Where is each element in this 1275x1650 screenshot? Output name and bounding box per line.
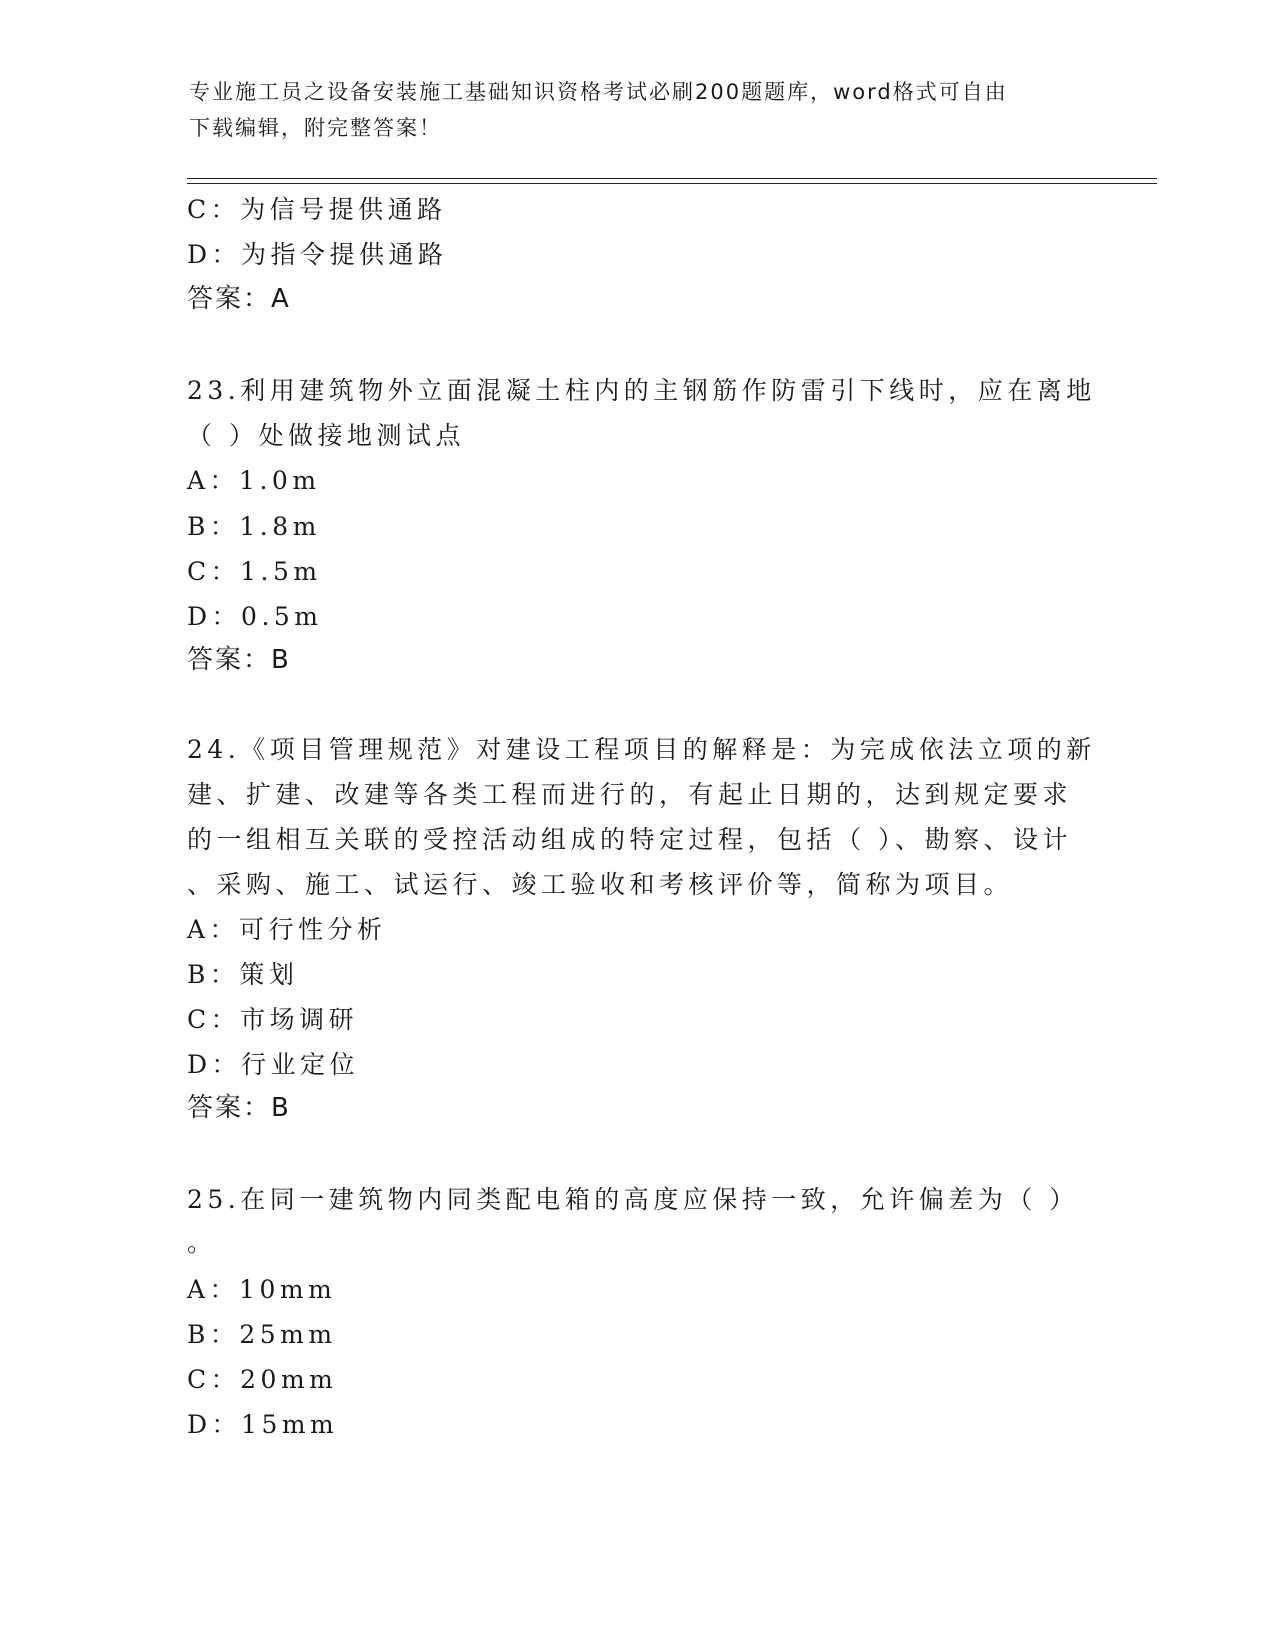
q25-option-a: A：10mm — [187, 1275, 337, 1304]
q23-answer: 答案：B — [187, 645, 291, 675]
q22-option-d: D：为指令提供通路 — [187, 240, 448, 269]
q24-option-a: A：可行性分析 — [187, 915, 387, 944]
q22-answer: 答案：A — [187, 284, 291, 314]
q24-stem-line-1: 24.《项目管理规范》对建设工程项目的解释是：为完成依法立项的新 — [187, 735, 1096, 764]
q24-answer: 答案：B — [187, 1093, 291, 1123]
q25-option-d: D：15mm — [187, 1410, 339, 1439]
q25-stem-line-1: 25.在同一建筑物内同类配电箱的高度应保持一致，允许偏差为（ ） — [187, 1185, 1079, 1214]
document-header — [189, 74, 1089, 146]
q24-option-d: D：行业定位 — [187, 1050, 360, 1079]
q23-option-d: D：0.5m — [187, 602, 323, 631]
q24-stem-line-4: 、采购、施工、试运行、竣工验收和考核评价等，简称为项目。 — [187, 870, 1014, 899]
q24-stem-line-3: 的一组相互关联的受控活动组成的特定过程，包括（ ）、勘察、设计 — [187, 825, 1072, 854]
q24-option-c: C：市场调研 — [187, 1005, 359, 1034]
q23-option-b: B：1.8m — [187, 512, 321, 541]
q23-option-c: C：1.5m — [187, 557, 322, 586]
q22-option-c: C：为信号提供通路 — [187, 195, 447, 224]
header-rule-bottom — [187, 183, 1157, 184]
q23-stem-line-2: （ ）处做接地测试点 — [187, 421, 465, 450]
q25-option-c: C：20mm — [187, 1365, 338, 1394]
q24-option-b: B：策划 — [187, 960, 299, 989]
header-line-1: 专业施工员之设备安装施工基础知识资格考试必刷200题题库，word格式可自由 — [189, 80, 1008, 104]
header-line-2: 下载编辑，附完整答案！ — [189, 116, 442, 140]
header-rule-top — [187, 178, 1157, 179]
q23-option-a: A：1.0m — [187, 466, 321, 495]
q24-stem-line-2: 建、扩建、改建等各类工程而进行的，有起止日期的，达到规定要求 — [187, 780, 1073, 809]
q25-option-b: B：25mm — [187, 1320, 337, 1349]
q25-stem-line-2: 。 — [187, 1228, 217, 1257]
q23-stem-line-1: 23.利用建筑物外立面混凝土柱内的主钢筋作防雷引下线时，应在离地 — [187, 376, 1096, 405]
